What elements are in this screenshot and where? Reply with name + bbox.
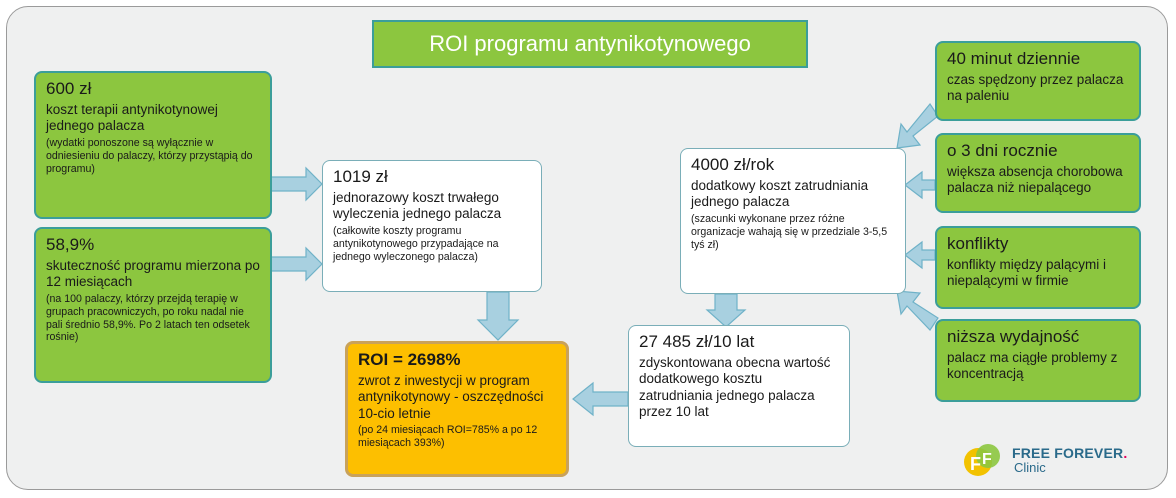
free-forever-logo <box>962 440 1132 480</box>
cure-cost-note: (całkowite koszty programu antynikotynowego przypadające na jednego wyleczonego palacza) <box>333 224 499 263</box>
absence-value: o 3 dni rocznie <box>947 141 1058 160</box>
roi-value: ROI = 2698% <box>358 350 461 369</box>
arrow-efficacy-to-cure <box>270 248 322 280</box>
cure-cost-box <box>322 160 542 292</box>
conflicts-label: konflikty między palącymi i niepalącymi w firmie <box>947 256 1107 289</box>
arrow-pv-to-roi <box>573 383 628 415</box>
arrow-absence-to-cost <box>905 172 935 198</box>
present-value-value: 27 485 zł/10 lat <box>639 332 755 351</box>
arrow-conflict-to-cost <box>905 242 935 268</box>
productivity-label: palacz ma ciągłe problemy z koncentracją <box>947 349 1118 382</box>
arrow-time-to-cost <box>897 104 938 148</box>
arrow-productivity-to-cost <box>897 291 938 330</box>
efficacy-value: 58,9% <box>46 235 95 254</box>
logo-name: FREE FOREVER. <box>1012 445 1128 461</box>
svg-text:F: F <box>970 454 981 474</box>
roi-label: zwrot z inwestycji w program antynikotynowy - oszczędności 10-cio letnie <box>358 372 544 421</box>
therapy-cost-box <box>34 71 272 219</box>
employment-cost-note: (szacunki wykonane przez różne organizacje wahają się w przedziale 3-5,5 tyś zł) <box>691 212 888 251</box>
efficacy-label: skuteczność programu mierzona po 12 miesiącach <box>46 257 260 290</box>
employment-cost-label: dodatkowy koszt zatrudniania jednego palacza <box>691 177 869 210</box>
ff-logo-icon <box>962 440 1006 480</box>
cure-cost-label: jednorazowy koszt trwałego wyleczenia jednego palacza <box>333 189 502 222</box>
cure-cost-value: 1019 zł <box>333 167 388 186</box>
therapy-cost-label: koszt terapii antynikotynowej jednego palacza <box>46 101 218 134</box>
roi-note: (po 24 miesiącach ROI=785% a po 12 miesiącach 393%) <box>358 424 538 450</box>
therapy-cost-value: 600 zł <box>46 79 92 98</box>
present-value-box <box>628 325 850 447</box>
diagram-title-text: ROI programu antynikotynowego <box>429 31 751 56</box>
smoking-time-label: czas spędzony przez palacza na paleniu <box>947 71 1124 104</box>
arrow-cure-to-roi <box>478 292 518 340</box>
arrow-cost-to-pv <box>707 294 745 327</box>
absence-label: większa absencja chorobowa palacza niż niepalącego <box>947 163 1123 196</box>
conflicts-box <box>935 226 1141 309</box>
svg-text:F: F <box>982 451 992 468</box>
arrow-cost-to-cure <box>270 168 322 200</box>
logo-subtitle: Clinic <box>1014 460 1046 475</box>
employment-cost-value: 4000 zł/rok <box>691 155 775 174</box>
smoking-time-box <box>935 41 1141 121</box>
efficacy-box <box>34 227 272 383</box>
efficacy-note: (na 100 palaczy, którzy przejdą terapię w grupach pracowniczych, po roku nadal nie pali średnio 58,9%. Po 2 latach ten odsetek rośnie) <box>46 292 250 344</box>
conflicts-value: konflikty <box>947 234 1009 253</box>
absence-box <box>935 133 1141 213</box>
smoking-time-value: 40 minut dziennie <box>947 49 1081 68</box>
roi-box <box>345 341 569 477</box>
productivity-box <box>935 319 1141 402</box>
present-value-label: zdyskontowana obecna wartość dodatkowego kosztu zatrudniania jednego palacza przez 10 lat <box>639 354 831 420</box>
productivity-value: niższa wydajność <box>947 327 1080 346</box>
therapy-cost-note: (wydatki ponoszone są wyłącznie w odniesieniu do palaczy, którzy przystąpią do programu) <box>46 136 253 175</box>
employment-cost-box <box>680 148 906 294</box>
